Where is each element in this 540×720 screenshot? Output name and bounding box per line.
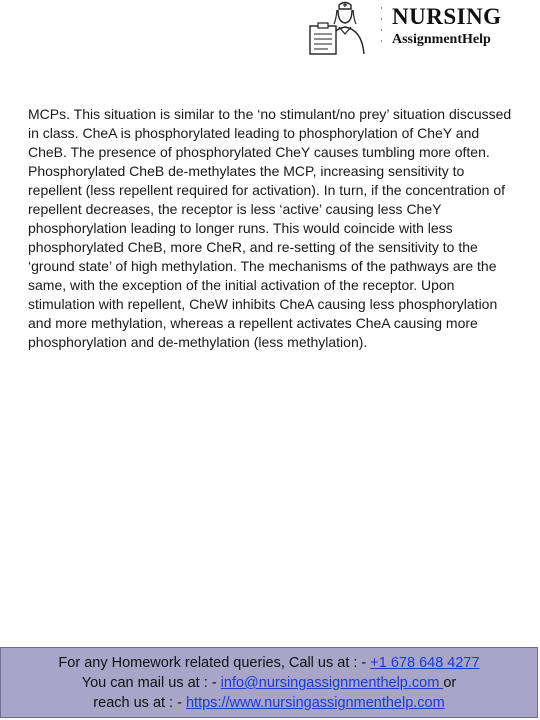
footer-mail-suffix: or — [443, 675, 457, 691]
contact-footer — [0, 647, 538, 718]
phone-link[interactable]: +1 678 648 4277 — [370, 655, 480, 671]
body-paragraph: MCPs. This situation is similar to the ‘no stimulant/no prey’ situation discussed in class. CheA is phosphorylated leading to phosphorylation of CheY and CheB. The presence of phosphorylated CheY causes tumbling more often. Phosphorylated CheB de-methylates the MCP, increasing sensitivity to repellent (less repellent required for activation). In turn, if the concentration of repellent decreases, the receptor is less ‘active’ causing less CheY phosphorylation leading to longer runs. This would coincide with less phosphorylated CheB, more CheR, and re-setting of the sensitivity to the ‘ground state’ of high methylation. The mechanisms of the pathways are the same, with the exception of the initial activation of the receptor. Upon stimulation with repellent, CheW inhibits CheA causing less phosphorylation and more methylation, whereas a repellent activates CheA causing more phosphorylation and de-methylation (less methylation). — [28, 106, 512, 350]
logo-dots-decoration: · · · · — [380, 4, 383, 47]
logo-subtitle: AssignmentHelp — [392, 32, 491, 47]
footer-mail-line — [1, 673, 537, 693]
footer-reach-line — [1, 693, 537, 713]
footer-reach-text: reach us at : - — [93, 695, 186, 711]
nurse-icon — [306, 0, 384, 56]
logo-title: NURSING — [392, 4, 502, 29]
website-link[interactable]: https://www.nursingassignmenthelp.com — [185, 695, 445, 711]
footer-mail-text: You can mail us at : - — [81, 675, 221, 691]
email-link[interactable]: info@nursingassignmenthelp.com — [220, 675, 444, 691]
nursing-assignment-help-logo — [300, 0, 540, 60]
footer-call-text: For any Homework related queries, Call us at : - — [58, 655, 371, 671]
footer-call-line — [1, 653, 537, 673]
